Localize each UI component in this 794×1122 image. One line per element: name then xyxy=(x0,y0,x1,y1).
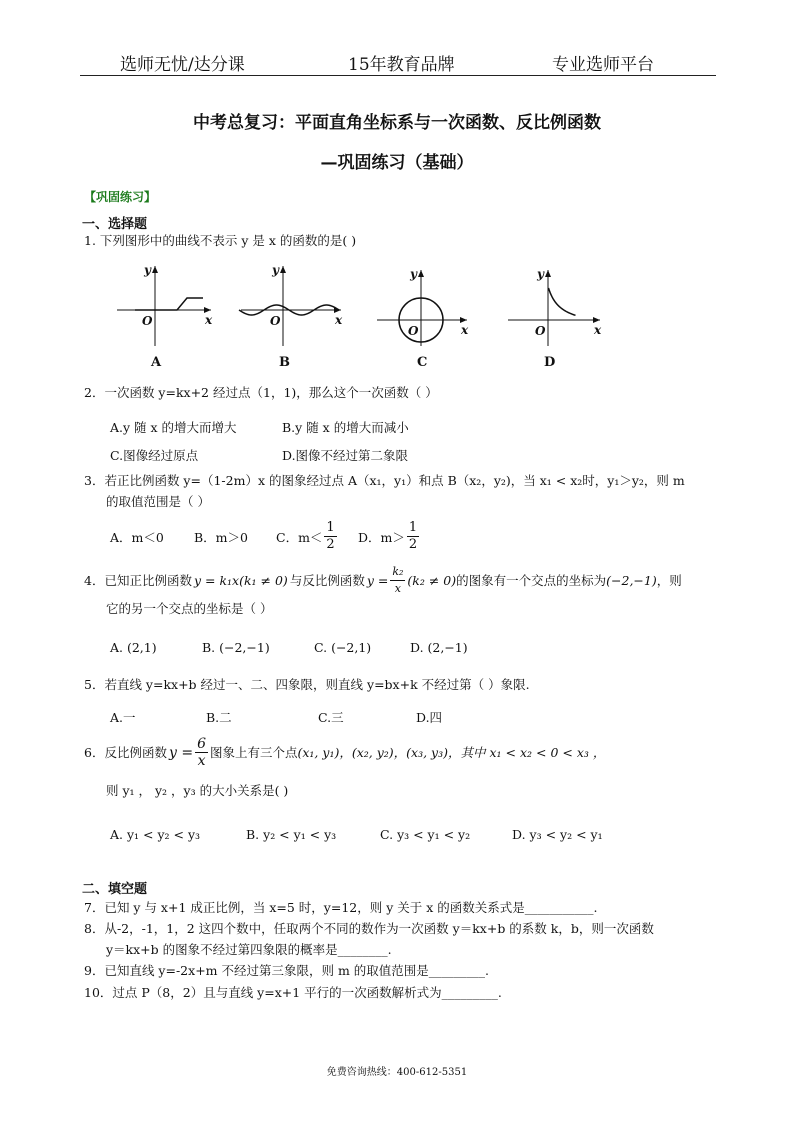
graph-a-label: A xyxy=(151,355,162,370)
question-4-line1: 4．已知正比例函数 y = k₁x(k₁ ≠ 0) 与反比例函数 y = $\frac{\text{k₂}}{x}$ (k₂ ≠ 0) 的图象有一个交点的坐标为 (−2,−1) ，则 xyxy=(84,565,682,595)
q6-option-c: C. y₃ < y₁ < y₂ xyxy=(380,827,471,842)
graph-a-origin-label: O xyxy=(142,314,153,328)
graph-c-label: C xyxy=(417,355,428,370)
q3-fraction-c: $\frac{1}{2}$ xyxy=(326,520,335,552)
graph-b-x-label: x xyxy=(335,313,343,327)
graph-b-label: B xyxy=(279,355,290,370)
q4-option-c: C. (−2,1) xyxy=(314,640,372,655)
graph-a-curve xyxy=(135,298,203,310)
q3-option-a: A．m＜0 xyxy=(110,529,164,545)
q3-options xyxy=(110,520,421,553)
q4-option-b: B. (−2,−1) xyxy=(202,640,270,655)
q5-option-a: A.一 xyxy=(110,710,136,725)
section-heading-choice: 一、选择题 xyxy=(82,217,148,232)
graph-d-y-label: y xyxy=(537,267,544,281)
q2-option-c: C.图像经过原点 xyxy=(110,448,199,463)
footer-hotline: 免费咨询热线：400-612-5351 xyxy=(326,1067,468,1078)
q2-option-b: B.y 随 x 的增大而减小 xyxy=(282,420,409,435)
question-10: 10．过点 P（8，2）且与直线 y=x+1 平行的一次函数解析式为_________. xyxy=(84,985,502,1000)
question-6-line1: 6．反比例函数 y = $\frac{6}{x}$ 图象上有三个点 (x₁, y₁)，(x₂, y₂)，(x₃, y₃) ，其中 x₁ < x₂ < 0 < x₃ ， xyxy=(84,736,606,769)
question-3-line2: 的取值范围是（ ） xyxy=(106,494,210,509)
header-center: 15年教育品牌 xyxy=(348,55,455,75)
question-2: 2．一次函数 y=kx+2 经过点（1，1)，那么这个一次函数（ ） xyxy=(84,385,438,400)
page-title: 中考总复习：平面直角坐标系与一次函数、反比例函数 xyxy=(193,113,601,133)
q5-option-c: C.三 xyxy=(318,710,344,725)
q5-option-d: D.四 xyxy=(416,710,443,725)
graph-d-x-label: x xyxy=(594,323,602,337)
question-6-line2: 则 y₁ ， y₂ ，y₃ 的大小关系是( ) xyxy=(106,783,289,798)
graph-d-y-arrow xyxy=(545,270,551,277)
q6-fraction: $\frac{6}{x}$ xyxy=(197,736,206,769)
question-5: 5．若直线 y=kx+b 经过一、二、四象限，则直线 y=bx+k 不经过第（ ）象限. xyxy=(84,677,530,692)
q6-option-d: D. y₃ < y₂ < y₁ xyxy=(512,827,603,842)
graph-b-y-label: y xyxy=(272,263,279,277)
q3-fraction-d: $\frac{1}{2}$ xyxy=(408,520,418,552)
page-subtitle: —巩固练习（基础） xyxy=(320,153,474,173)
q2-option-a: A.y 随 x 的增大而增大 xyxy=(110,420,237,435)
question-8-line2: y＝kx+b 的图象不经过第四象限的概率是________. xyxy=(106,942,392,957)
question-8-line1: 8．从-2，-1，1，2 这四个数中，任取两个不同的数作为一次函数 y＝kx+b 的系数 k，b，则一次函数 xyxy=(84,921,654,936)
header-right: 专业选师平台 xyxy=(552,55,654,75)
section-heading-fill: 二、填空题 xyxy=(82,882,148,897)
graph-c-origin-label: O xyxy=(408,324,419,338)
question-9: 9．已知直线 y=-2x+m 不经过第三象限，则 m 的取值范围是_________. xyxy=(84,963,490,978)
header-left: 选师无忧/达分课 xyxy=(120,55,245,75)
question-3-line1: 3．若正比例函数 y=（1-2m）x 的图象经过点 A（x₁，y₁）和点 B（x₂，y₂)，当 x₁ < x₂时，y₁＞y₂，则 m xyxy=(84,473,685,488)
section-tag: 【巩固练习】 xyxy=(84,190,157,204)
q2-option-d: D.图像不经过第二象限 xyxy=(282,448,409,463)
q4-option-d: D. (2,−1) xyxy=(410,640,468,655)
graph-c-y-label: y xyxy=(410,267,417,281)
q4-option-a: A. (2,1) xyxy=(110,640,157,655)
graph-d-origin-label: O xyxy=(535,324,546,338)
graph-c-y-arrow xyxy=(418,270,424,277)
graph-b-y-arrow xyxy=(280,266,286,273)
question-7: 7．已知 y 与 x+1 成正比例，当 x=5 时，y=12，则 y 关于 x 的函数关系式是___________. xyxy=(84,900,598,915)
graph-d-curve xyxy=(549,288,576,315)
graph-b-origin-label: O xyxy=(270,314,281,328)
q5-option-b: B.二 xyxy=(206,710,232,725)
graph-a-x-label: x xyxy=(205,313,213,327)
q3-option-b: B．m＞0 xyxy=(194,529,248,545)
q4-fraction: $\frac{\text{k₂}}{x}$ xyxy=(392,565,404,595)
graph-a-y-arrow xyxy=(152,266,158,273)
question-4-line2: 它的另一个交点的坐标是（ ） xyxy=(106,601,273,616)
q3-option-c: C．m＜ $\frac{1}{2}$ xyxy=(276,520,335,552)
graph-c-x-label: x xyxy=(461,323,469,337)
q1-graphs xyxy=(100,258,620,370)
q6-option-b: B. y₂ < y₁ < y₃ xyxy=(246,827,337,842)
question-1: 1. 下列图形中的曲线不表示 y 是 x 的函数的是( ) xyxy=(84,233,357,248)
graph-d-label: D xyxy=(544,355,556,370)
q3-option-d: D．m＞ $\frac{1}{2}$ xyxy=(358,520,418,552)
q6-option-a: A. y₁ < y₂ < y₃ xyxy=(110,827,201,842)
graph-a-y-label: y xyxy=(144,263,151,277)
header-rule xyxy=(80,75,716,76)
